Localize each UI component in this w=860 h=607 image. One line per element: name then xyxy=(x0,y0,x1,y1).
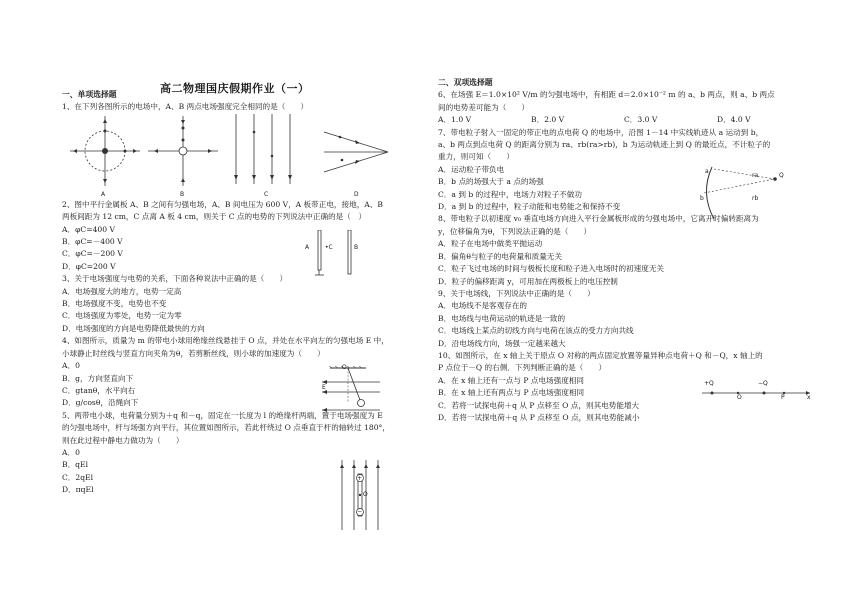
q5-option-a: A．0 xyxy=(62,447,80,457)
q7-label-b: b xyxy=(700,195,704,202)
q8-option-d: D．粒子的偏移距离 y，可用加在两极板上的电压控制 xyxy=(438,276,618,286)
section-heading-double-choice: 二、双项选择题 xyxy=(438,78,493,87)
q1-label-b: B xyxy=(180,191,185,198)
q2-option-b: B．φC=－400 V xyxy=(62,237,123,247)
q7-option-c: C．a 到 b 的过程中，电场力对粒子不做功 xyxy=(438,189,582,199)
question-9: 9、关于电场线，下列说法中正确的是（ ） xyxy=(438,288,595,298)
q7-label-rb: rb xyxy=(752,195,759,202)
q2-option-c: C．φC=－200 V xyxy=(62,249,123,259)
q10-option-c: C．若将一试探电荷＋q 从 P 点移至 O 点，则其电势能增大 xyxy=(438,400,640,410)
question-5-line3: 则在此过程中静电力做功为（ ） xyxy=(62,435,184,445)
question-8-line1: 8、带电粒子以初速度 v₀ 垂直电场方向进入平行金属板形成的匀强电场中，它离开时偏转距离为 xyxy=(438,214,759,224)
q7-label-q: Q xyxy=(779,172,784,179)
q7-option-b: B．b 点的场强大于 a 点的场强 xyxy=(438,177,544,187)
q5-label-plus: + xyxy=(357,475,363,482)
q4-option-b: B．g，方向竖直向下 xyxy=(62,373,134,383)
q5-label-minus: − xyxy=(357,508,363,515)
q7-label-a: a xyxy=(705,168,709,175)
q10-figure xyxy=(702,386,812,400)
q3-option-a: A．电场强度大的地方，电势一定高 xyxy=(62,286,182,296)
page-title: 高二物理国庆假期作业（一） xyxy=(160,82,310,95)
q9-option-d: D．沿电场线方向，场强一定越来越大 xyxy=(438,338,566,348)
q10-label-minus: −Q xyxy=(758,380,768,387)
q10-option-d: D．若将一试探电荷＋q 从 P 点移至 O 点，则其电势能减小 xyxy=(438,412,640,422)
q2-figure xyxy=(310,230,360,276)
q1-label-a: A xyxy=(101,191,106,198)
section-heading-single-choice: 一、单项选择题 xyxy=(62,90,117,99)
q10-label-o: O xyxy=(737,394,742,401)
question-10-line1: 10、如图所示，在 x 轴上关于原点 O 对称的两点固定放置等量异种点电荷＋Q 和－Q，x 轴上的 xyxy=(438,350,763,360)
q10-label-x: x xyxy=(807,394,811,401)
question-6-line2: 间的电势差可能为（ ） xyxy=(438,102,530,112)
question-10-line2: P 点位于－Q 的右侧．下列判断正确的是（ ） xyxy=(438,363,607,373)
q5-figure xyxy=(338,460,384,532)
q2-label-a: A xyxy=(305,244,310,251)
q4-option-a: A．0 xyxy=(62,361,80,371)
q5-option-b: B．qEl xyxy=(62,460,89,470)
question-1: 1、在下列各图所示的电场中，A、B 两点电场强度完全相同的是（ ） xyxy=(62,102,309,112)
q3-option-b: B．电场强度不变，电势也不变 xyxy=(62,299,167,309)
q5-option-d: D．πqEl xyxy=(62,485,94,495)
q2-option-a: A．φC=400 V xyxy=(62,224,115,234)
q2-option-d: D．φC=200 V xyxy=(62,261,116,271)
question-3: 3、关于电场强度与电势的关系，下面各种说法中正确的是（ ） xyxy=(62,274,288,284)
q4-option-d: D．g/cosθ，沿绳向下 xyxy=(62,398,139,408)
question-2-line1: 2、图中平行金属板 A、B 之间有匀强电场，A、B 间电压为 600 V，A 板带正电，接地，A、B xyxy=(62,199,383,209)
q8-option-c: C．粒子飞过电场的时间与极板长度和粒子进入电场时的初速度无关 xyxy=(438,264,665,274)
q10-label-plus: +Q xyxy=(704,380,714,387)
q1-figure-c xyxy=(232,114,302,186)
q4-label-o: O xyxy=(342,364,347,371)
q9-option-b: B．电场线与电荷运动的轨迹是一致的 xyxy=(438,313,566,323)
q4-label-e: E xyxy=(322,384,326,391)
question-7-line2: a、b 两点到点电荷 Q 的距离分别为 ra、rb(ra>rb)，b 为运动轨迹上到 Q 的最近点，不计粒子的 xyxy=(438,140,771,150)
q6-options-row xyxy=(438,114,838,126)
q8-option-b: B．偏角θ与粒子的电荷量和质量无关 xyxy=(438,251,563,261)
q4-option-c: C．gtanθ，水平向右 xyxy=(62,385,136,395)
q7-option-d: D．a 到 b 的过程中，粒子动能和电势能之和保持不变 xyxy=(438,202,621,212)
question-7-line3: 重力，则可知（ ） xyxy=(438,152,514,162)
q10-label-p: P xyxy=(781,394,785,401)
question-2-line2: 两板间距为 12 cm，C 点离 A 板 4 cm，则关于 C 点的电势的下列说法中正确的是（ ） xyxy=(62,212,367,222)
q2-label-b: B xyxy=(354,244,359,251)
q6-option-c: C．3.0 V xyxy=(624,115,658,125)
q10-option-b: B．在 x 轴上还有两点与 P 点电场强度相同 xyxy=(438,388,585,398)
q1-figure-d xyxy=(320,122,392,182)
q7-label-ra: ra xyxy=(752,172,759,179)
q1-label-d: D xyxy=(354,191,359,198)
q6-option-b: B．2.0 V xyxy=(531,115,565,125)
q6-option-a: A．1.0 V xyxy=(438,115,472,125)
q7-option-a: A．运动粒子带负电 xyxy=(438,164,505,174)
question-5-line1: 5、两带电小球，电荷量分别为＋q 和－q，固定在一长度为 l 的绝缘杆两端，置于电场强度为 E xyxy=(62,410,383,420)
q1-figure-b xyxy=(148,116,218,186)
question-7-line1: 7、带电粒子射入一固定的带正电的点电荷 Q 的电场中，沿图 1－14 中实线轨迹从 a 运动到 b， xyxy=(438,127,764,137)
q4-figure xyxy=(320,366,382,416)
q8-option-a: A．粒子在电场中做类平抛运动 xyxy=(438,239,543,249)
q10-option-a: A．在 x 轴上还有一点与 P 点电场强度相同 xyxy=(438,375,585,385)
q9-option-a: A．电场线不是客观存在的 xyxy=(438,301,528,311)
question-6-line1: 6、在场强 E＝1.0×10² V/m 的匀强电场中，有相距 d＝2.0×10⁻² m 的 a、b 两点，则 a、b 两点 xyxy=(438,90,775,100)
right-column xyxy=(438,77,838,424)
q9-option-c: C．电场线上某点的切线方向与电荷在该点的受力方向共线 xyxy=(438,326,634,336)
q5-label-o: O xyxy=(363,491,368,498)
q3-option-d: D．电场强度的方向是电势降低最快的方向 xyxy=(62,323,205,333)
question-4-line2: 小球静止时丝线与竖直方向夹角为θ，若剪断丝线，则小球的加速度为（ ） xyxy=(62,348,325,358)
q5-option-c: C．2qEl xyxy=(62,472,94,482)
q2-label-c: •C xyxy=(325,244,333,251)
question-8-line2: y，位移偏角为θ，下列说法正确的是（ ） xyxy=(438,226,592,236)
question-4-line1: 4、如图所示，质量为 m 的带电小球用绝缘丝线悬挂于 O 点，并处在水平向左的匀强电场 E 中， xyxy=(62,336,389,346)
q6-option-d: D．4.0 V xyxy=(717,115,751,125)
q1-label-c: C xyxy=(264,191,269,198)
question-5-line2: 的匀强电场中，杆与场强方向平行，其位置如图所示，若此杆绕过 O 点垂直于杆的轴转过 180°， xyxy=(62,423,390,433)
q3-option-c: C．电场强度为零处，电势一定为零 xyxy=(62,311,182,321)
q1-figure-a xyxy=(70,116,140,186)
